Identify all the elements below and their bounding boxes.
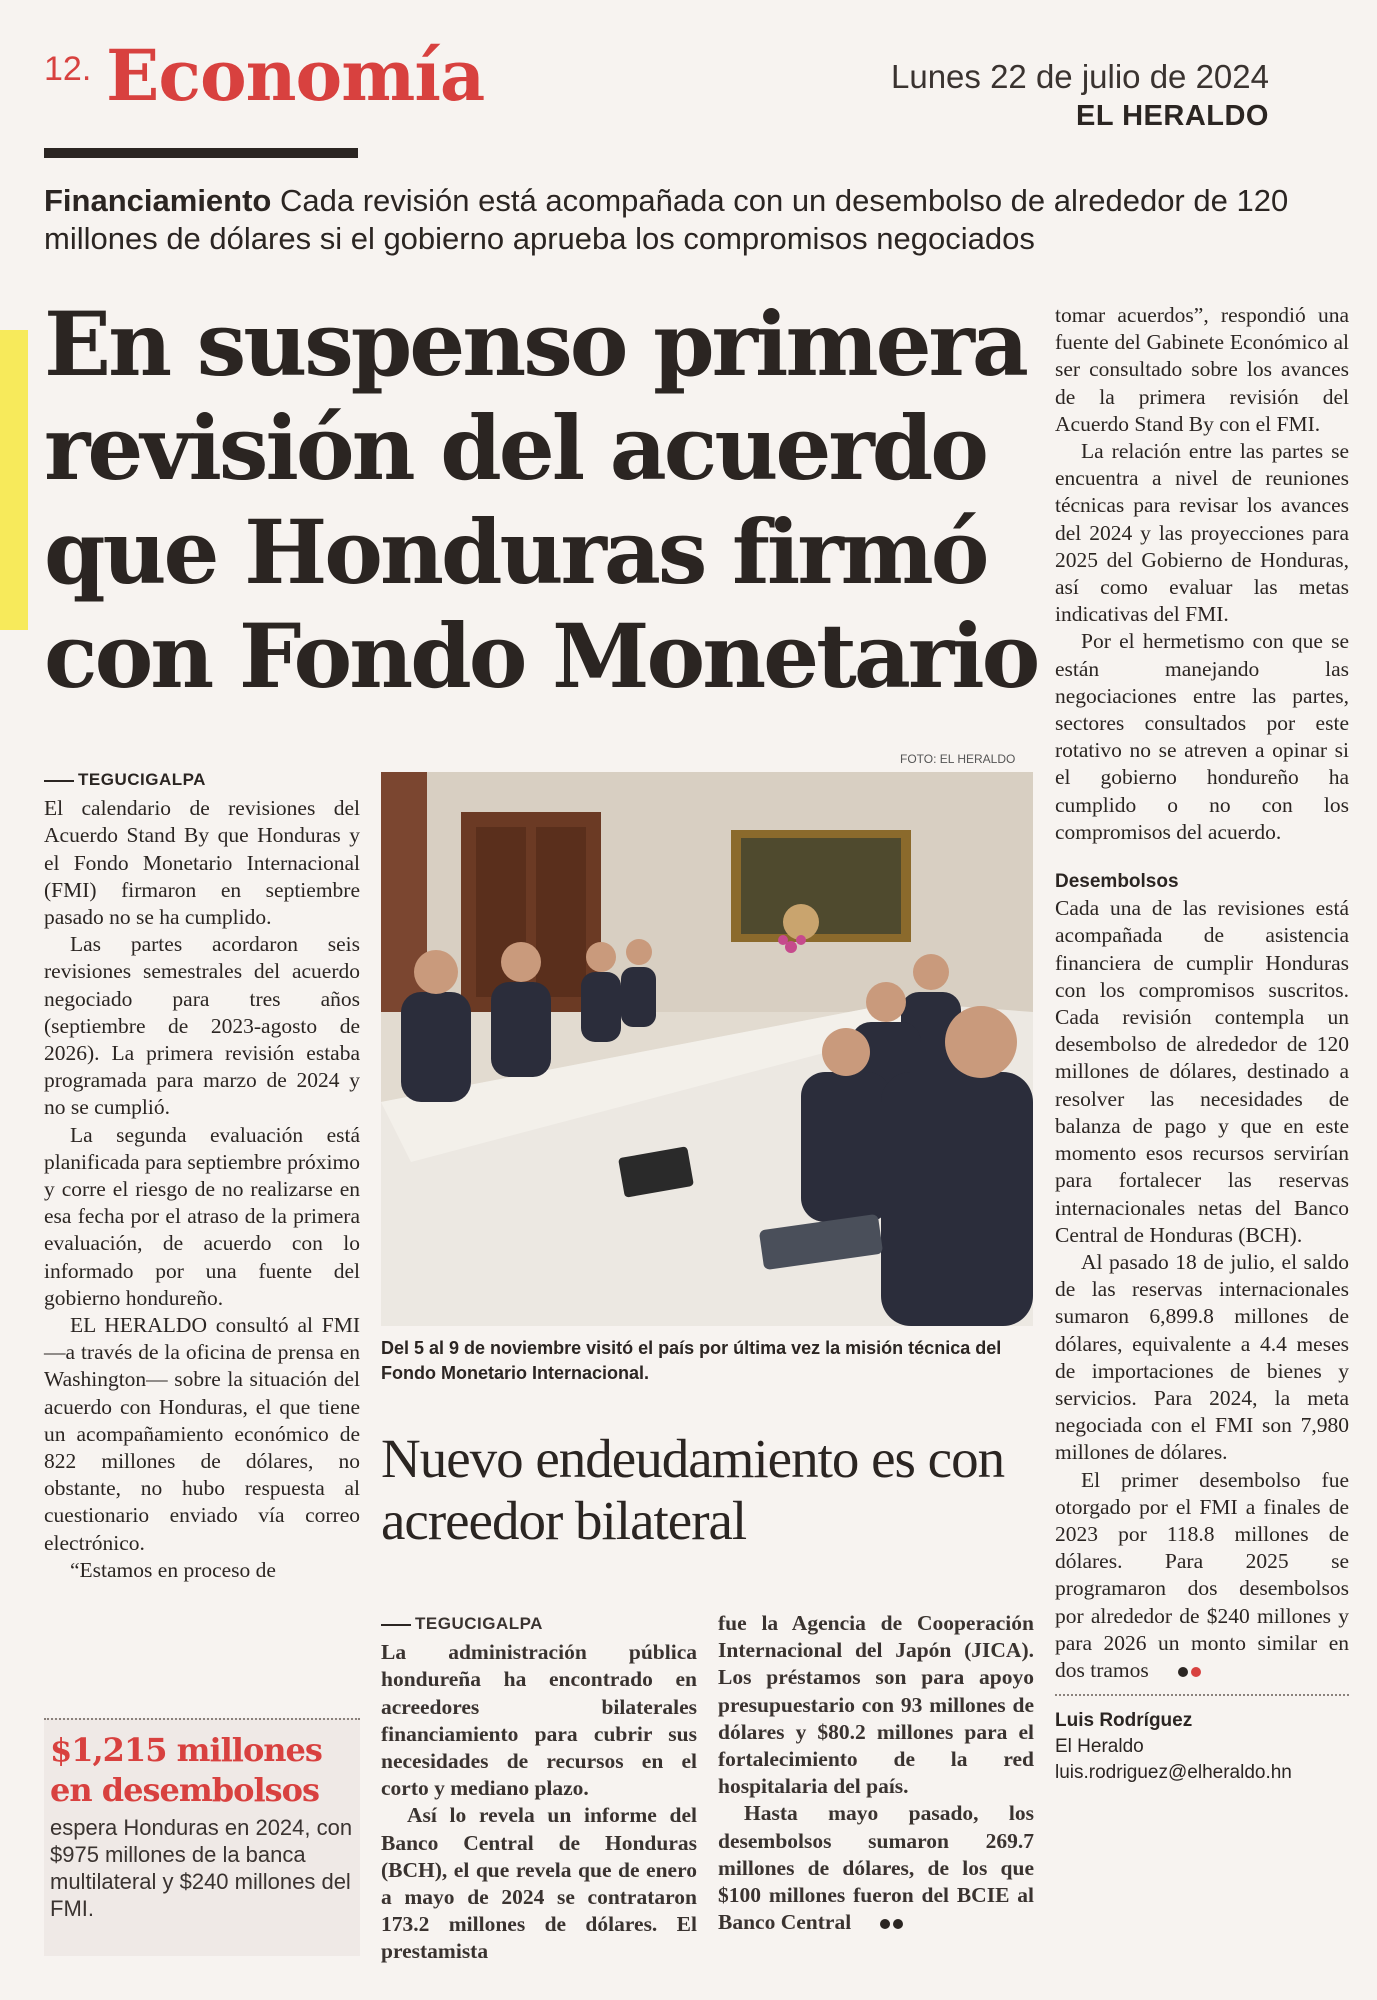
paragraph: La segunda evaluación está planificada para septiembre próximo y corre el riesgo de no realizarse en esa fecha por el atraso de la primera evaluación, de acuerdo con lo informado por una fuente del gobierno hondureño. [44,1122,360,1310]
photo-credit: FOTO: EL HERALDO [900,752,1016,766]
paragraph: Así lo revela un informe del Banco Central de Honduras (BCH), el que revela que de enero a mayo de 2024 se contrataron 173.2 millones de dólares. El prestamista [381,1803,697,1964]
paragraph: Al pasado 18 de julio, el saldo de las reservas internacionales sumaron 6,899.8 millones de dólares, equivalente a 4.4 meses de importaciones de bienes y servicios. Para 2024, la meta negociada con el FMI son 7,980 millones de dólares. [1055,1249,1349,1465]
highlight-title: $1,215 millones en desembolsos [50,1731,322,1809]
paragraph: Cada una de las revisiones está acompañada de asistencia financiera de cumplir Honduras con los compromisos suscritos. Cada revisión contempla un desembolso de alrededor de 120 millones de dólares, destinado a resolver las necesidades de balanza de pago y que en este momento esos recursos servirían para fortalecer las reservas internacionales netas del Banco Central de Honduras (BCH). [1055,896,1349,1247]
author-outlet: El Heraldo [1055,1736,1144,1758]
dateline: TEGUCIGALPA [44,766,360,793]
paragraph: Las partes acordaron seis revisiones semestrales del acuerdo negociado para tres años (septiembre de 2023-agosto de 2026). La primera revisión estaba programada para marzo de 2024 y no se cumplió. [44,932,360,1120]
author-email[interactable]: luis.rodriguez@elheraldo.hn [1055,1762,1292,1784]
dateline: TEGUCIGALPA [381,1610,697,1637]
end-mark [851,1909,903,1936]
section-title: Economía [106,34,485,117]
paragraph [718,1800,1034,1936]
headline-line: que Honduras firmó [44,500,987,604]
paragraph: fue la Agencia de Cooperación Internacional del Japón (JICA). Los préstamos son para apoyo presupuestario con 93 millones de dólares y $80.2 millones para el fortalecimiento de la red hospitalaria del país. [718,1611,1034,1799]
paragraph: La relación entre las partes se encuentra a nivel de reuniones técnicas para revisar los avances del 2024 y las proyecciones para 2025 del Gobierno de Honduras, así como evaluar las metas indicativas del FMI. [1055,439,1349,627]
headline-line: con Fondo Monetario [44,604,1038,708]
paragraph: La administración pública hondureña ha encontrado en acreedores bilaterales financiamiento para cubrir sus necesidades de recursos en el corto y mediano plazo. [381,1640,697,1801]
author-name: Luis Rodríguez [1055,1710,1193,1732]
highlight-box [44,1718,360,1956]
meeting-photo-image [381,772,1033,1326]
article-column-1 [44,766,360,1584]
highlight-text: espera Honduras en 2024, con $975 millones de la banca multilateral y $240 millones del FMI. [50,1815,353,1921]
article-column-4 [1055,302,1349,1786]
header-rule [44,148,358,158]
byline-rule [1055,1694,1349,1696]
issue-date: Lunes 22 de julio de 2024 [891,58,1269,95]
subheadline [44,182,1314,258]
paragraph: “Estamos en proceso de [70,1557,276,1582]
sidebar-column-b [718,1610,1034,1936]
subhead-desembolsos: Desembolsos [1055,871,1179,893]
highlighter-mark [0,330,28,630]
newspaper-name: EL HERALDO [1076,100,1269,132]
paragraph [1055,1467,1349,1685]
paragraph: EL HERALDO consultó al FMI —a través de la oficina de prensa en Washington— sobre la situación del acuerdo con Honduras, el que tiene un acompañamiento económico de 822 millones de dólares, no obstante, no hubo respuesta al cuestionario enviado vía correo electrónico. [44,1313,360,1555]
meeting-photo [381,772,1033,1326]
page-number: 12. [44,50,92,88]
paragraph-text: Hasta mayo pasado, los desembolsos sumaron 269.7 millones de dólares, de los que $100 millones fueron del BCIE al Banco Central [718,1801,1034,1935]
paragraph-text: El primer desembolso fue otorgado por el FMI a finales de 2023 por 118.8 millones de dólares. Para 2025 se programaron dos desembolsos por alrededor de $240 millones y para 2026 un monto similar en dos tramos [1055,1467,1349,1682]
headline-line: revisión del acuerdo [44,396,986,500]
subheadline-text: Cada revisión está acompañada con un desembolso de alrededor de 120 millones de dólares si el gobierno aprueba los compromisos negociados [44,183,1289,256]
end-mark [1149,1657,1201,1684]
headline [44,292,1044,708]
photo-caption: Del 5 al 9 de noviembre visitó el país por última vez la misión técnica del Fondo Monetario Internacional. [381,1338,1002,1383]
sidebar-title: Nuevo endeudamiento es con acreedor bilateral [381,1428,1005,1551]
paragraph: Por el hermetismo con que se están manejando las negociaciones entre las partes, sectores consultados por este rotativo no se atreven a opinar si el gobierno hondureño ha cumplido o no con los compromisos del acuerdo. [1055,629,1349,844]
headline-line: En suspenso primera [44,292,1026,396]
paragraph: El calendario de revisiones del Acuerdo Stand By que Honduras y el Fondo Monetario Internacional (FMI) firmaron en septiembre pasado no se ha cumplido. [44,796,360,930]
paragraph: tomar acuerdos”, respondió una fuente del Gabinete Económico al ser consultado sobre los avances de la primera revisión del Acuerdo Stand By con el FMI. [1055,303,1349,436]
subheadline-label: Financiamiento [44,183,272,218]
sidebar-column-a [381,1610,697,1966]
